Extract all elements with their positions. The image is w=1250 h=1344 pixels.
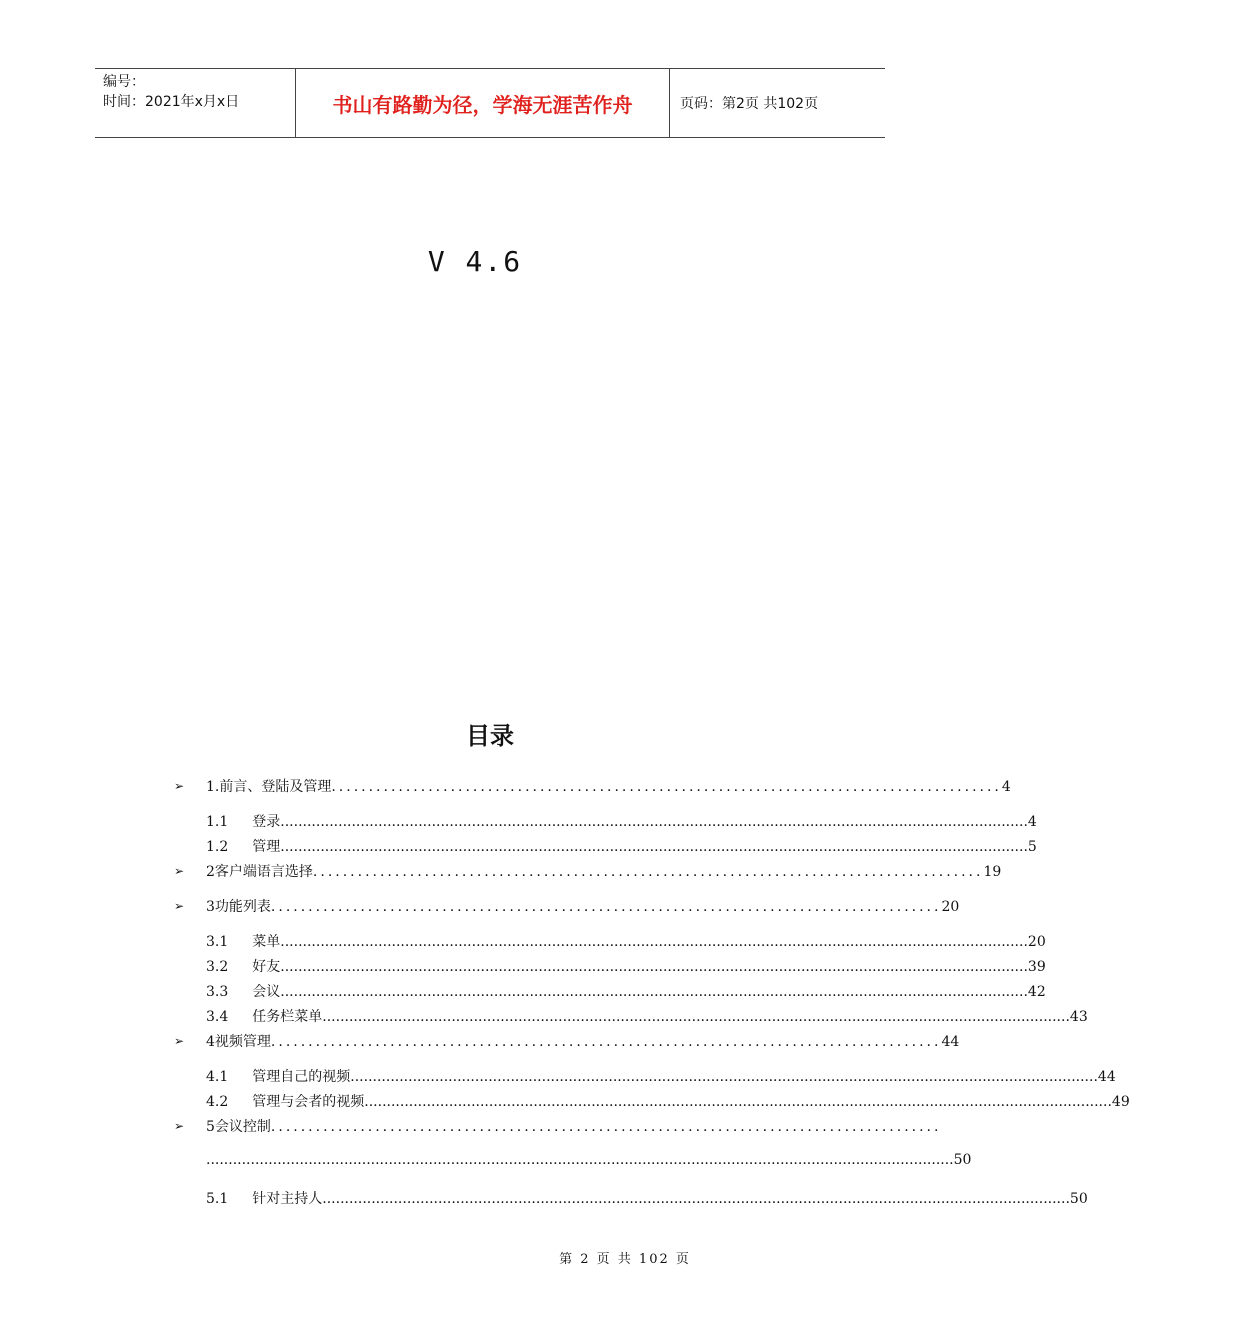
toc-leader: ........................................................................................................................................................................ [364, 1094, 1112, 1110]
toc-entry-5-continuation[interactable] [206, 1152, 972, 1168]
toc-entry-1-2[interactable] [206, 836, 1037, 856]
toc-leader: ........................................................................................................................................................................ [350, 1069, 1098, 1085]
toc-leader: .......................................................................................... [312, 864, 984, 880]
toc-entry-label: 会议 [252, 984, 281, 1000]
version-title: V 4.6 [427, 245, 523, 278]
toc-entry-number: 4.2 [206, 1094, 229, 1110]
bullet-arrow-icon: ➢ [174, 779, 185, 793]
toc-leader: ........................................................................................................................................................................ [280, 839, 1028, 855]
time-label: 时间：2021年x月x日 [103, 94, 240, 110]
toc-entry-3-3[interactable] [206, 981, 1046, 1001]
toc-entry-label: 5会议控制 [206, 1119, 271, 1135]
bullet-arrow-icon: ➢ [174, 899, 185, 913]
toc-entry-label: 4视频管理 [206, 1034, 271, 1050]
toc-entry-page: 50 [1069, 1191, 1088, 1207]
toc-entry-number: 3.2 [206, 959, 229, 975]
toc-entry-number: 3.1 [206, 934, 229, 950]
toc-entry-1-1[interactable] [206, 811, 1037, 831]
toc-entry-4-1[interactable] [206, 1066, 1116, 1086]
toc-entry-4[interactable] [206, 1031, 960, 1051]
toc-leader: ........................................................................................................................................................................ [206, 1152, 954, 1168]
toc-entry-page: 50 [953, 1152, 972, 1168]
toc-leader: ........................................................................................................................................................................ [280, 814, 1028, 830]
toc-leader: ........................................................................................................................................................................ [280, 934, 1028, 950]
header-page-info: 页码：第2页 共102页 [680, 96, 819, 112]
toc-entry-page: 19 [983, 864, 1002, 880]
toc-entry-page: 20 [941, 899, 960, 915]
toc-entry-page: 43 [1069, 1009, 1088, 1025]
toc-entry-label: 3功能列表 [206, 899, 271, 915]
toc-entry-label: 菜单 [252, 934, 281, 950]
toc-entry-5[interactable] [206, 1116, 942, 1136]
toc-leader: ........................................................................................................................................................................ [280, 984, 1028, 1000]
toc-entry-number: 1.2 [206, 839, 229, 855]
toc-entry-number: 3.3 [206, 984, 229, 1000]
toc-entry-number: 3.4 [206, 1009, 229, 1025]
page-footer: 第 2 页 共 102 页 [559, 1252, 691, 1267]
toc-entry-label: 管理与会者的视频 [252, 1094, 365, 1110]
toc-leader: ........................................................................................................................................................................ [280, 959, 1028, 975]
toc-entry-page: 44 [941, 1034, 960, 1050]
toc-entry-label: 1.前言、登陆及管理 [206, 779, 332, 795]
toc-title: 目录 [466, 722, 514, 750]
toc-entry-number: 5.1 [206, 1191, 229, 1207]
header-motto: 书山有路勤为径，学海无涯苦作舟 [296, 69, 670, 137]
toc-entry-page: 20 [1027, 934, 1046, 950]
toc-entry-label: 针对主持人 [252, 1191, 323, 1207]
toc-entry-3-1[interactable] [206, 931, 1046, 951]
header-meta-cell [95, 69, 296, 137]
toc-entry-5-1[interactable] [206, 1188, 1088, 1208]
toc-entry-number: 1.1 [206, 814, 229, 830]
toc-leader: .......................................................................................... [331, 779, 1002, 795]
toc-entry-page: 42 [1027, 984, 1046, 1000]
toc-entry-3[interactable] [206, 896, 960, 916]
serial-label: 编号： [103, 74, 145, 90]
bullet-arrow-icon: ➢ [174, 1119, 185, 1133]
toc-entry-1[interactable] [206, 776, 1011, 796]
toc-entry-2[interactable] [206, 861, 1002, 881]
toc-entry-page: 4 [1001, 779, 1011, 795]
toc-entry-3-4[interactable] [206, 1006, 1088, 1026]
toc-entry-3-2[interactable] [206, 956, 1046, 976]
toc-leader: .......................................................................................... [270, 1119, 942, 1135]
toc-entry-label: 2客户端语言选择 [206, 864, 313, 880]
toc-entry-label: 任务栏菜单 [252, 1009, 323, 1025]
toc-entry-label: 管理自己的视频 [252, 1069, 351, 1085]
toc-leader: .......................................................................................... [270, 899, 942, 915]
toc-entry-number: 4.1 [206, 1069, 229, 1085]
bullet-arrow-icon: ➢ [174, 864, 185, 878]
toc-leader: ........................................................................................................................................................................ [322, 1009, 1070, 1025]
toc-entry-label: 登录 [252, 814, 281, 830]
toc-entry-page: 44 [1097, 1069, 1116, 1085]
toc-entry-label: 管理 [252, 839, 281, 855]
toc-entry-page: 5 [1027, 839, 1037, 855]
toc-entry-page: 49 [1111, 1094, 1130, 1110]
toc-leader: .......................................................................................... [270, 1034, 942, 1050]
toc-entry-page: 4 [1027, 814, 1037, 830]
toc-leader: ........................................................................................................................................................................ [322, 1191, 1070, 1207]
toc-entry-page: 39 [1027, 959, 1046, 975]
bullet-arrow-icon: ➢ [174, 1034, 185, 1048]
toc-entry-4-2[interactable] [206, 1091, 1130, 1111]
toc-entry-label: 好友 [252, 959, 281, 975]
page-header [95, 68, 885, 138]
